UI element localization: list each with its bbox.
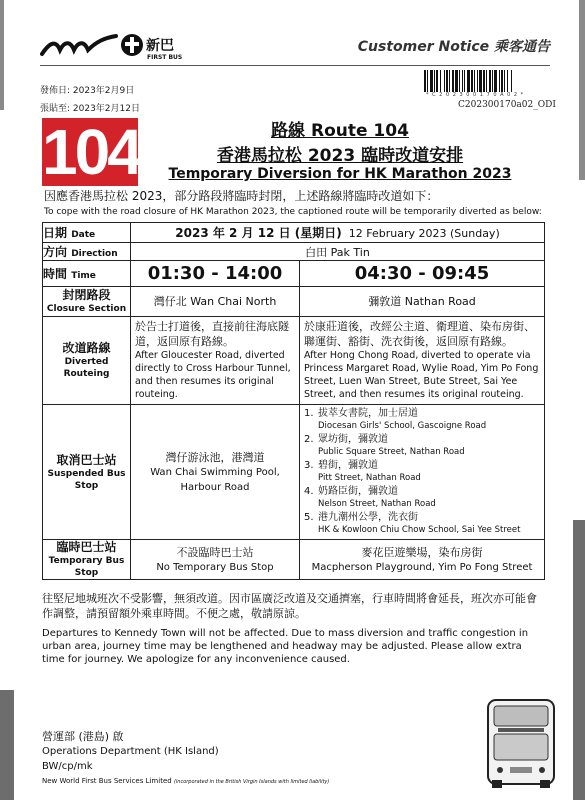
- stop-number: 3.: [304, 460, 314, 471]
- reroute-value-1: [131, 317, 300, 405]
- temporary-value-2: [300, 540, 545, 580]
- stop-text: [318, 407, 486, 433]
- stop-number: 5.: [304, 512, 314, 523]
- barcode-bar: [424, 70, 426, 92]
- stop-name-en: Public Square Street, Nathan Road: [318, 447, 465, 457]
- temporary-1-cn: 不設臨時巴士站: [176, 545, 254, 559]
- barcode-bar: [504, 70, 505, 92]
- stop-name-en: HK & Kowloon Chiu Chow School, Sai Yee Street: [318, 525, 521, 535]
- date-value: [131, 223, 545, 243]
- temporary-2-en: Macpherson Playground, Yim Po Fong Street: [311, 561, 533, 573]
- header-divider: [40, 65, 550, 66]
- barcode-bar: [467, 70, 470, 92]
- reroute-value-2: [300, 317, 545, 405]
- company-name: New World First Bus Services Limited (incorporated in the British Virgin Islands with limited liability): [42, 777, 330, 785]
- closure-value-2: 彌敦道 Nathan Road: [300, 287, 545, 317]
- department-cn: 營運部 (港島) 啟: [42, 730, 124, 743]
- department-en: Operations Department (HK Island): [42, 746, 219, 757]
- barcode: [424, 70, 544, 92]
- intro-text-en: To cope with the road closure of HK Marathon 2023, the captioned route will be temporarily diverted as below:: [44, 207, 542, 217]
- suspended-value-1: [131, 405, 300, 540]
- table-row-date: [43, 223, 545, 243]
- edge-shadow-bottom-right: [573, 520, 585, 800]
- temporary-1-en: No Temporary Bus Stop: [156, 561, 274, 573]
- reroute-1-en: After Gloucester Road, diverted directly to Cross Harbour Tunnel, and then resumes its original routeing.: [135, 350, 291, 400]
- barcode-bar: [462, 70, 463, 92]
- barcode-bar: [494, 70, 497, 92]
- barcode-bar: [507, 70, 508, 92]
- direction-label: 方向 Direction: [43, 243, 131, 261]
- barcode-bar: [430, 70, 433, 92]
- barcode-bar: [459, 70, 460, 92]
- barcode-bar: [511, 70, 512, 92]
- suspended-stop-item: [304, 459, 540, 485]
- stop-number: 2.: [304, 434, 314, 445]
- barcode-bar: [474, 70, 475, 92]
- route-title: 路線 Route 104: [271, 121, 409, 141]
- reroute-1-cn: 於告士打道後，直接前往海底隧道，返回原有路線。: [135, 320, 289, 348]
- time-value-1: 01:30 - 14:00: [131, 261, 300, 287]
- suspended-value-2: [300, 405, 545, 540]
- temporary-label: 臨時巴士站 Temporary Bus Stop: [43, 540, 131, 580]
- logo-subtext: FIRST BUS: [147, 54, 183, 61]
- bus-icon: [470, 692, 570, 792]
- barcode-bar: [427, 70, 428, 92]
- stop-name-en: Pitt Street, Nathan Road: [318, 473, 421, 483]
- table-row-time: [43, 261, 545, 287]
- post-date: 張貼至: 2023年2月12日: [40, 104, 140, 114]
- reroute-2-en: After Hong Chong Road, diverted to operate via Princess Margaret Road, Wylie Road, Yim Po Fong Street, Luen Wan Street, Bute Street, Sai Yee Street, and then resumes its original routeing.: [304, 350, 539, 400]
- stop-number: 4.: [304, 486, 314, 497]
- intro-text-cn: 因應香港馬拉松 2023，部分路段將臨時封閉，上述路線將臨時改道如下：: [44, 189, 439, 203]
- suspended-1-cn: 灣仔游泳池，港灣道: [165, 450, 265, 464]
- barcode-bar: [446, 70, 448, 92]
- stop-name-en: Nelson Street, Nathan Road: [318, 499, 436, 509]
- closure-label: 封閉路段 Closure Section: [43, 287, 131, 317]
- notice-header: [40, 28, 560, 68]
- barcode-bar: [455, 70, 458, 92]
- barcode-bar: [471, 70, 473, 92]
- notice-dates: [40, 82, 140, 118]
- diversion-title-cn: 香港馬拉松 2023 臨時改道安排: [216, 146, 464, 166]
- barcode-bar: [486, 70, 487, 92]
- edge-shadow-top-right: [579, 0, 585, 180]
- table-row-temporary: [43, 540, 545, 580]
- suspended-stop-item: [304, 511, 540, 537]
- barcode-bar: [501, 70, 503, 92]
- first-bus-logo: [40, 28, 200, 62]
- footer-note-cn: 往堅尼地城班次不受影響，無須改道。因市區廣泛改道及交通擠塞，行車時間將會延長，班次亦可能會作調整，請預留額外乘車時間。不便之處，敬請原諒。: [42, 592, 537, 620]
- footer-note-en: Departures to Kennedy Town will not be affected. Due to mass diversion and traffic congestion in urban area, journey time may be lengthened and headway may be adjusted. Please allow extra time for journey. We apologize for any inconvenience caused.: [42, 628, 529, 665]
- barcode-bar: [489, 70, 491, 92]
- barcode-bar: [440, 70, 441, 92]
- barcode-bar: [483, 70, 485, 92]
- time-label: 時間 Time: [43, 261, 131, 287]
- date-value-en: 12 February 2023 (Sunday): [348, 227, 500, 240]
- table-row-closure: [43, 287, 545, 317]
- barcode-bar: [444, 70, 445, 92]
- closure-value-1: 灣仔北 Wan Chai North: [131, 287, 300, 317]
- logo-text: 新巴: [146, 38, 174, 54]
- edge-shadow-bottom-left: [0, 690, 14, 800]
- barcode-bar: [436, 70, 438, 92]
- stop-text: [318, 511, 520, 537]
- barcode-bar: [434, 70, 435, 92]
- suspended-stop-list: [304, 407, 540, 537]
- table-row-suspended: [43, 405, 545, 540]
- notice-code: C202300170a02_ODI: [458, 100, 556, 110]
- issue-date: 發佈日: 2023年2月9日: [40, 86, 135, 96]
- date-label: 日期 Date: [43, 223, 131, 243]
- reroute-label: 改道路線 Diverted Routeing: [43, 317, 131, 405]
- stop-name-cn: 眾坊街，彌敦道: [318, 434, 388, 445]
- reroute-2-cn: 於康莊道後，改經公主道、衛理道、染布房街、聯運街、豁街、洗衣街後，返回原有路線。: [304, 320, 535, 348]
- barcode-bar: [464, 70, 465, 92]
- stop-name-cn: 碧街，彌敦道: [318, 460, 378, 471]
- table-row-reroute: [43, 317, 545, 405]
- stop-text: [318, 485, 436, 511]
- direction-value: 白田 Pak Tin: [131, 243, 545, 261]
- diversion-title-en: Temporary Diversion for HK Marathon 2023: [168, 166, 512, 182]
- temporary-2-cn: 麥花臣遊樂場，染布房街: [361, 545, 483, 559]
- barcode-bar: [449, 70, 450, 92]
- date-value-cn: 2023 年 2 月 12 日 (星期日): [175, 226, 342, 240]
- time-value-2: 04:30 - 09:45: [300, 261, 545, 287]
- barcode-bar: [452, 70, 454, 92]
- stop-name-cn: 拔萃女書院，加士居道: [318, 408, 418, 419]
- suspended-stop-item: [304, 407, 540, 433]
- temporary-value-1: [131, 540, 300, 580]
- stop-name-cn: 港九潮州公學，洗衣街: [318, 512, 418, 523]
- suspended-label: 取消巴士站 Suspended Bus Stop: [43, 405, 131, 540]
- edge-shadow-top-left: [0, 0, 4, 110]
- stop-number: 1.: [304, 408, 314, 419]
- department-ref: BW/cp/mk: [42, 761, 93, 772]
- stop-name-en: Diocesan Girls' School, Gascoigne Road: [318, 421, 487, 431]
- barcode-bar: [499, 70, 500, 92]
- route-number-badge: 104: [42, 116, 140, 188]
- suspended-1-en: Wan Chai Swimming Pool, Harbour Road: [150, 466, 280, 493]
- barcode-text: * C 2 0 2 3 0 0 1 7 0 A 0 2 *: [426, 92, 525, 98]
- barcode-bar: [477, 70, 478, 92]
- barcode-bar: [479, 70, 482, 92]
- table-row-direction: [43, 243, 545, 261]
- stop-text: [318, 459, 421, 485]
- suspended-stop-item: [304, 485, 540, 511]
- suspended-stop-item: [304, 433, 540, 459]
- barcode-bar: [492, 70, 493, 92]
- stop-text: [318, 433, 465, 459]
- customer-notice-label: Customer Notice 乘客通告: [357, 39, 550, 55]
- stop-name-cn: 奶路臣街，彌敦道: [318, 486, 398, 497]
- diversion-table: [42, 222, 545, 580]
